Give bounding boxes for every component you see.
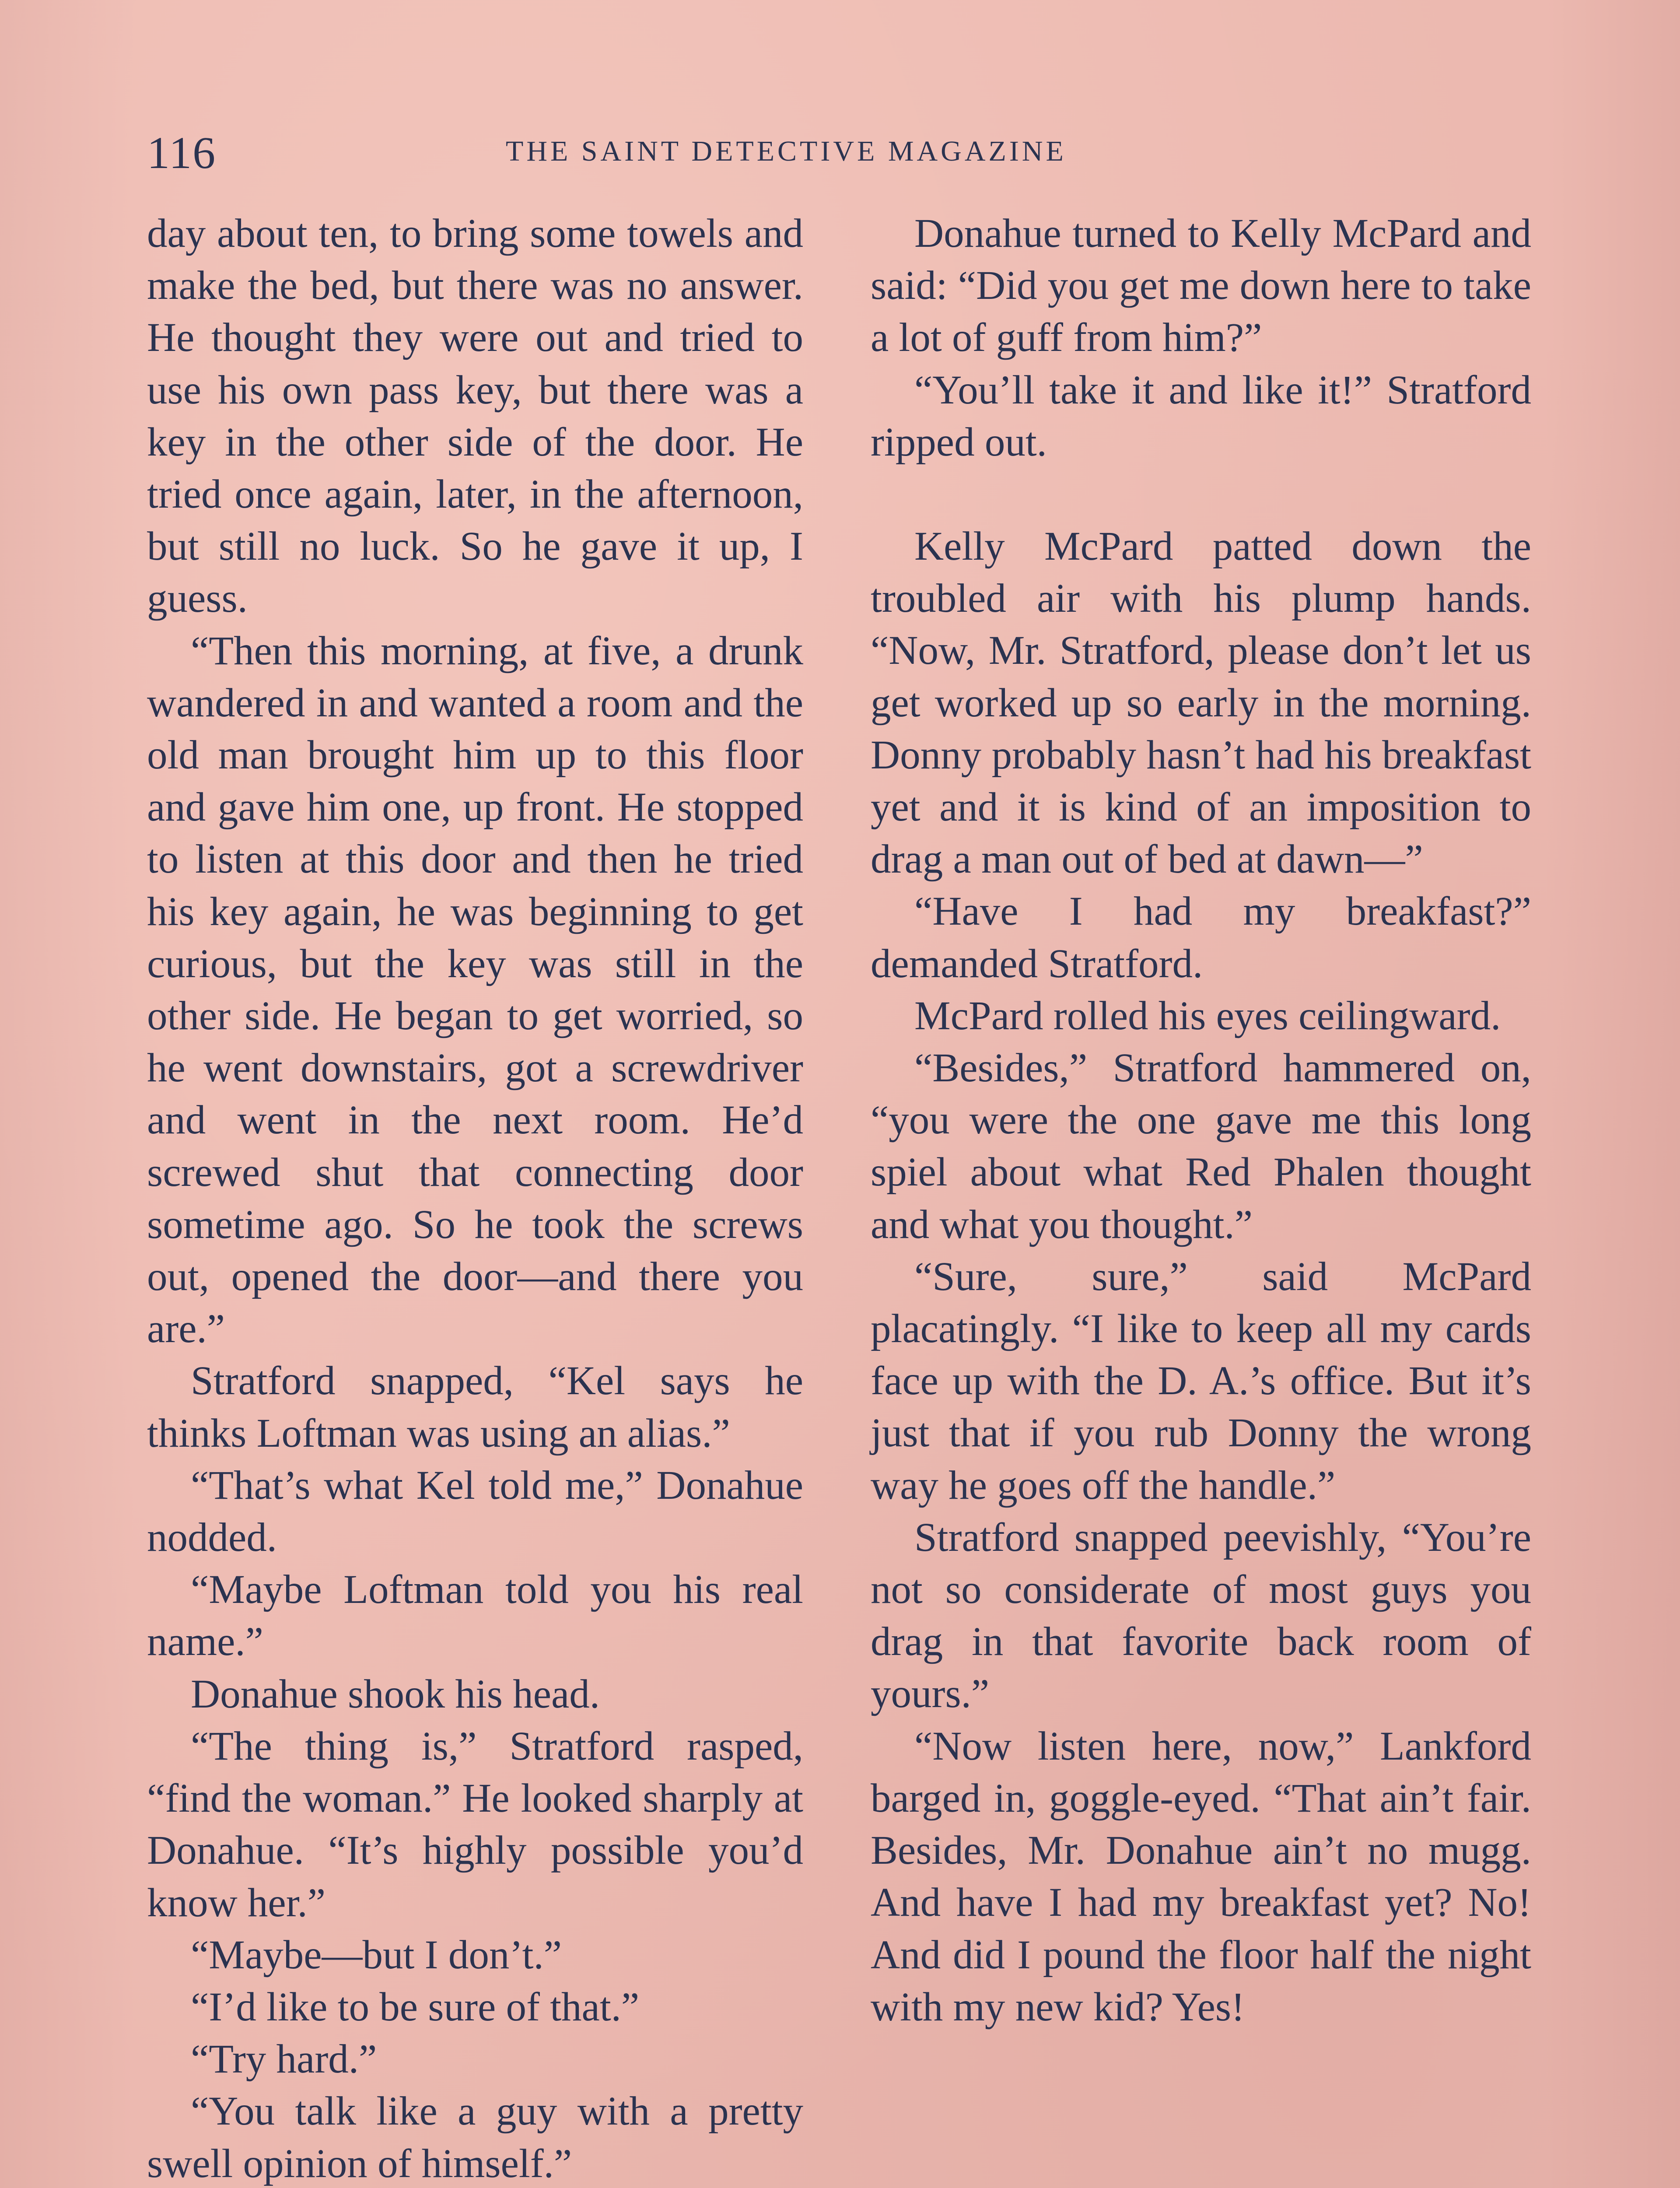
paragraph: Stratford snapped peevishly, “You’re not so considerate of most guys you drag in that favorite back room of yours.”	[871, 1515, 1531, 1717]
paragraph: “Then this morning, at five, a drunk wandered in and wanted a room and the old man brought him up to this floor and gave him one, up front. He stopped to listen at this door and then he tried his key again, he was beginning to get curious, but the key was still in the other side. He began to get worried, so he went downstairs, got a screwdriver and went in the next room. He’d screwed shut that connecting door sometime ago. So he took the screws out, opened the door—and there you are.”	[147, 628, 803, 1352]
paragraph: “You talk like a guy with a pretty swell opinion of himself.”	[147, 2089, 803, 2186]
page-number: 116	[147, 128, 217, 178]
paragraph: “The thing is,” Stratford rasped, “find the woman.” He looked sharply at Donahue. “It’s highly possible you’d know her.”	[147, 1723, 803, 1925]
paragraph: Stratford snapped, “Kel says he thinks Loftman was using an alias.”	[147, 1358, 803, 1456]
paragraph: “You’ll take it and like it!” Stratford ripped out.	[871, 367, 1531, 465]
paragraph: day about ten, to bring some towels and make the bed, but there was no answer. He thought they were out and tried to use his own pass key, but there was a key in the other side of the door. He tried once again, later, in the afternoon, but still no luck. So he gave it up, I guess.	[147, 211, 803, 621]
running-head: THE SAINT DETECTIVE MAGAZINE	[506, 135, 1067, 167]
paragraph: Kelly McPard patted down the troubled air with his plump hands. “Now, Mr. Stratford, please don’t let us get worked up so early in the morning. Donny probably hasn’t had his breakfast yet and it is kind of an imposition to drag a man out of bed at dawn—”	[871, 524, 1531, 882]
paragraph: “That’s what Kel told me,” Donahue nodded.	[147, 1462, 803, 1560]
paragraph: “Have I had my breakfast?” demanded Stratford.	[871, 889, 1531, 986]
paragraph: “Maybe Loftman told you his real name.”	[147, 1567, 803, 1665]
paragraph: “Besides,” Stratford hammered on, “you were the one gave me this long spiel about what Red Phalen thought and what you thought.”	[871, 1045, 1531, 1247]
page-header	[147, 127, 1533, 184]
paragraph: “Try hard.”	[191, 2037, 377, 2082]
paragraph: “Now listen here, now,” Lankford barged in, goggle-eyed. “That ain’t fair. Besides, Mr. Donahue ain’t no mugg. And have I had my breakfast yet? No! And did I pound the floor half the night with my new kid? Yes!	[871, 1723, 1531, 2030]
left-column	[147, 207, 803, 2188]
right-column	[871, 207, 1531, 2033]
paragraph: “I’d like to be sure of that.”	[191, 1984, 640, 2030]
paragraph: McPard rolled his eyes ceilingward.	[914, 993, 1501, 1038]
paragraph: “Sure, sure,” said McPard placatingly. “I like to keep all my cards face up with the D. A.’s office. But it’s just that if you rub Donny the wrong way he goes off the handle.”	[871, 1254, 1531, 1508]
paragraph: Donahue shook his head.	[191, 1671, 600, 1717]
paragraph: Donahue turned to Kelly McPard and said: “Did you get me down here to take a lot of guff from him?”	[871, 211, 1531, 361]
paragraph: “Maybe—but I don’t.”	[191, 1932, 562, 1978]
